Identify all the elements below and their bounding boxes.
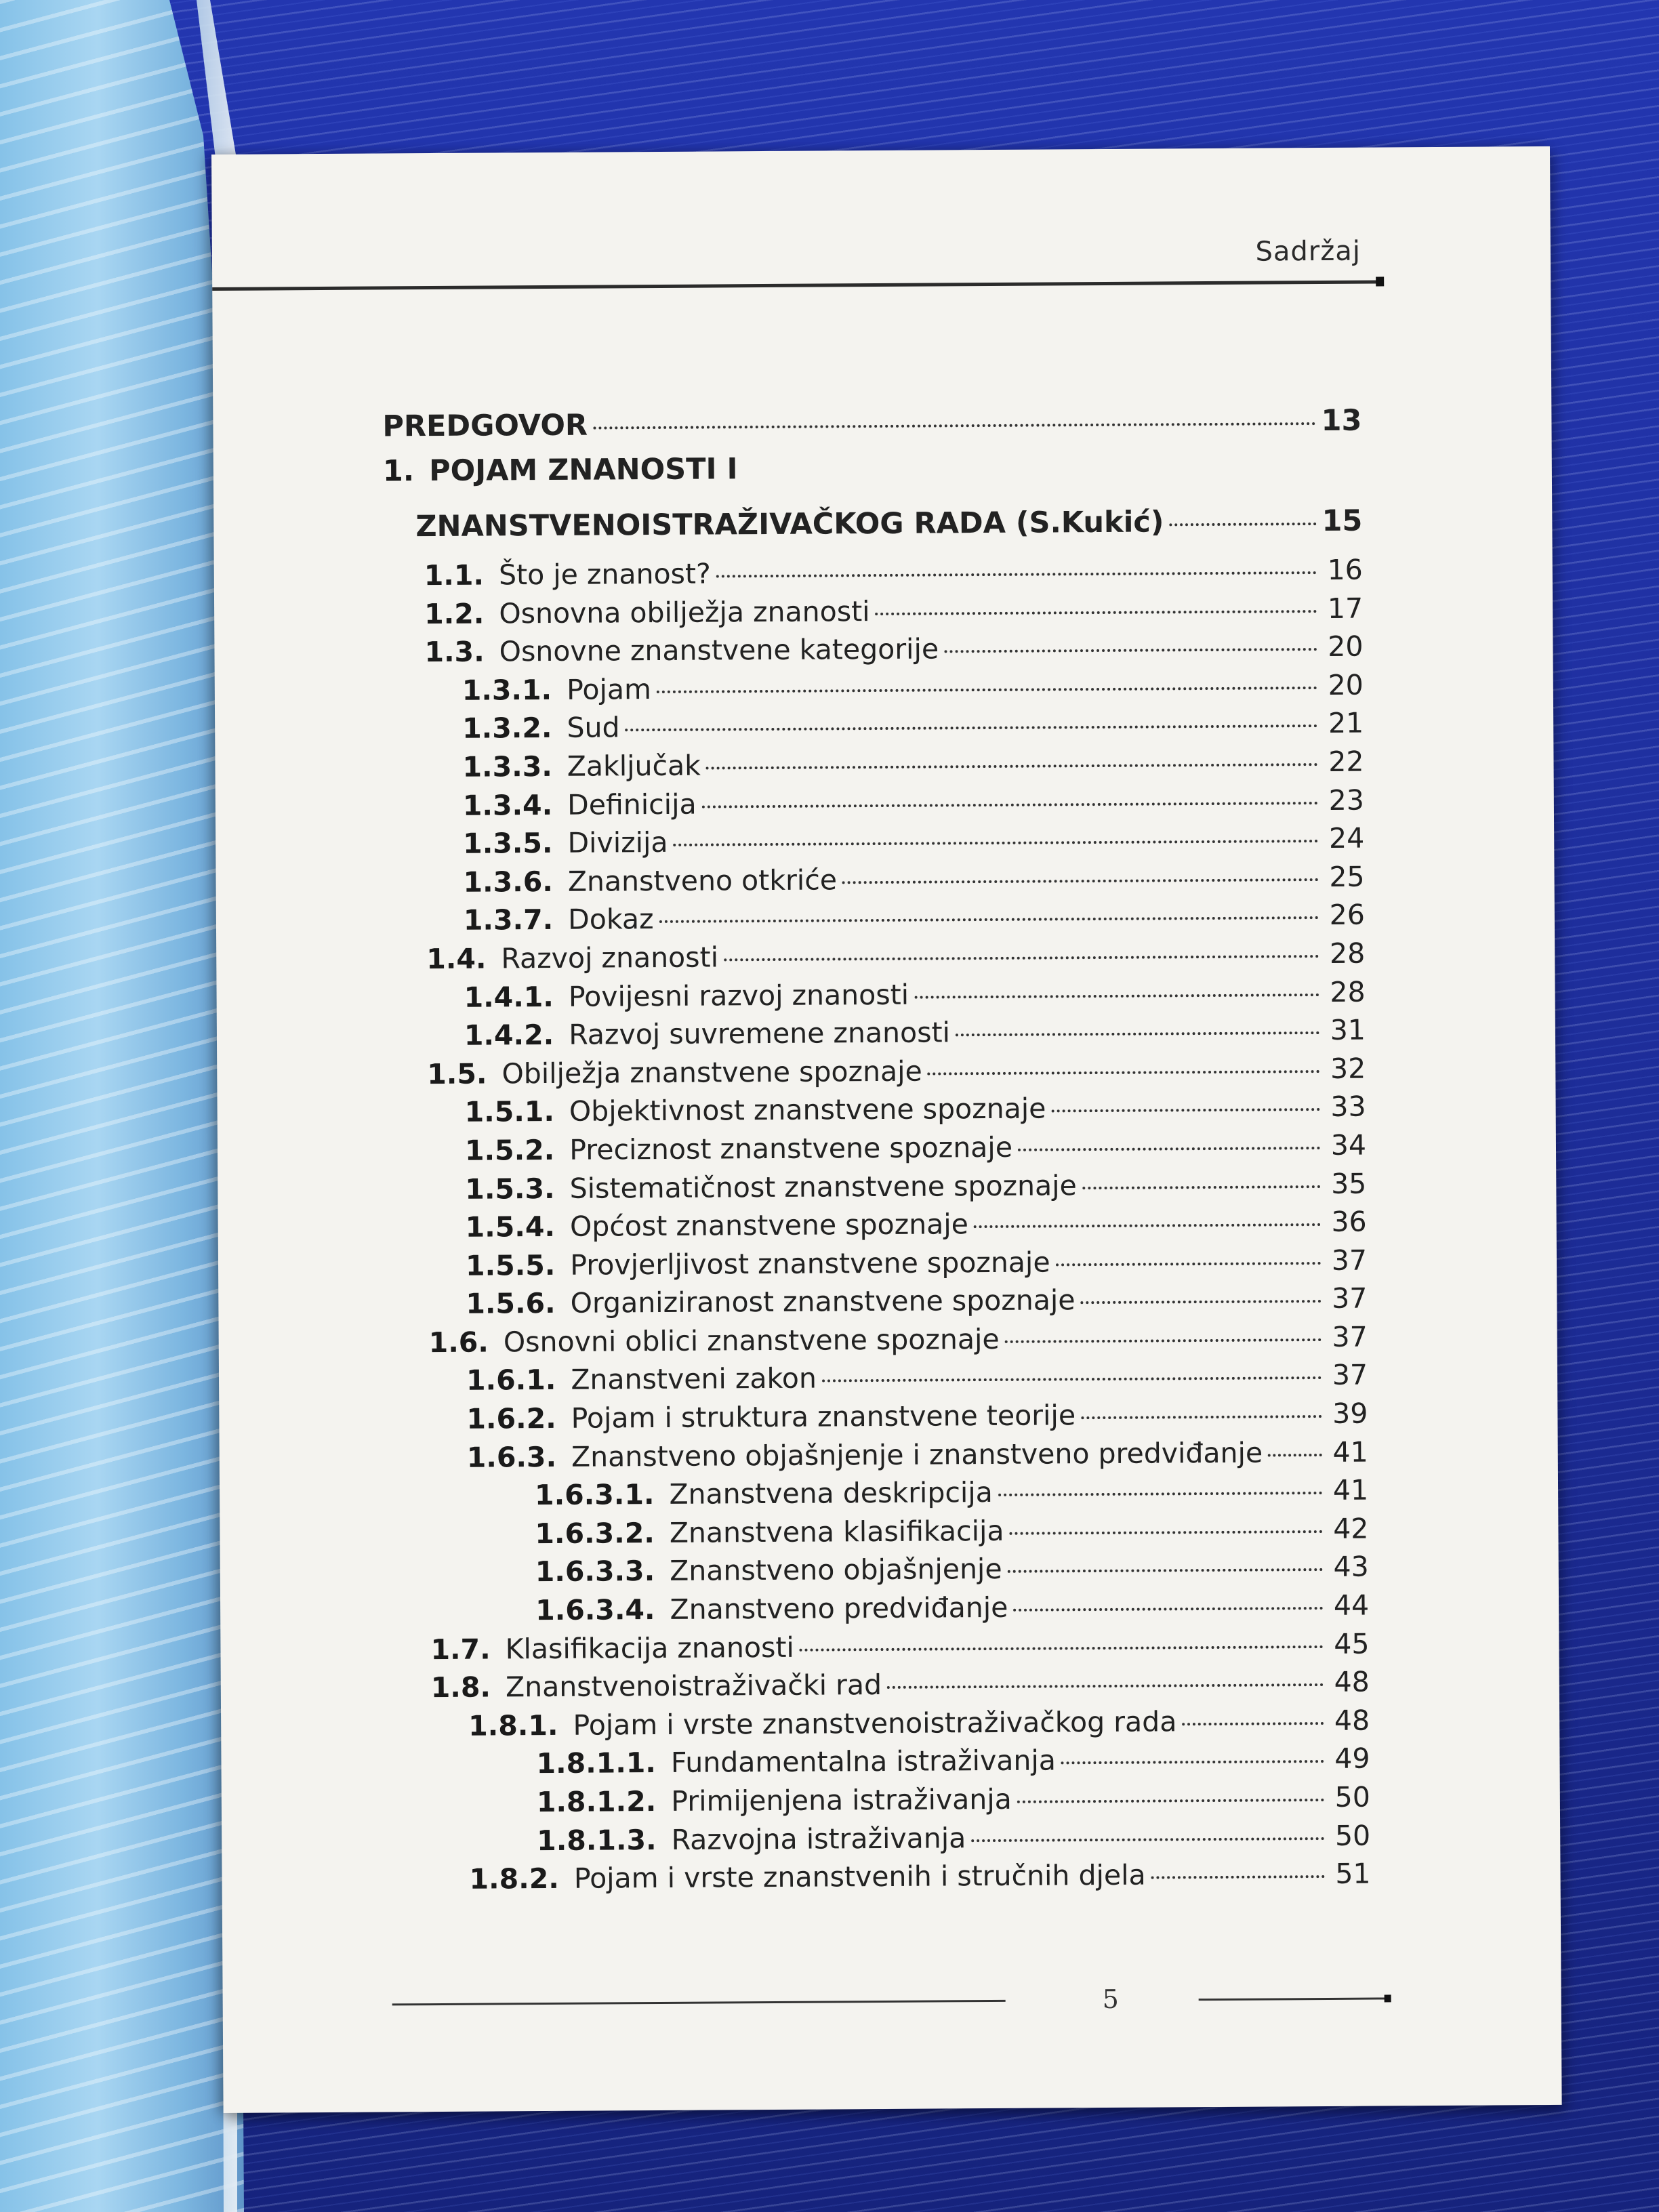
toc-entry-number: 1.8. bbox=[430, 1671, 491, 1704]
toc-leader-dots bbox=[956, 1004, 1319, 1036]
toc-entry-title: Divizija bbox=[567, 826, 668, 859]
toc-entry-number: 1.4. bbox=[426, 942, 487, 976]
toc-entry bbox=[391, 1853, 1370, 1897]
toc-entry-page: 17 bbox=[1327, 592, 1364, 625]
toc-leader-dots bbox=[716, 544, 1317, 577]
toc-leader-dots bbox=[706, 735, 1318, 770]
toc-entry-number: 1.8.1. bbox=[468, 1708, 558, 1742]
toc-entry-page: 37 bbox=[1331, 1244, 1368, 1277]
toc-entry-page: 41 bbox=[1332, 1435, 1368, 1469]
toc-entry-title: POJAM ZNANOSTI I bbox=[428, 452, 738, 489]
toc-entry-number: 1.8.1.1. bbox=[536, 1746, 657, 1780]
toc-entry-title: Znanstvena deskripcija bbox=[669, 1476, 993, 1511]
toc-leader-dots bbox=[1009, 1502, 1322, 1535]
toc-entry-number: 1.3.5. bbox=[463, 827, 553, 860]
toc-entry-number: 1.5.3. bbox=[465, 1172, 555, 1206]
toc-entry-number: 1.8.1.3. bbox=[537, 1823, 657, 1857]
toc-leader-dots bbox=[1051, 1080, 1320, 1112]
toc-entry-title: Pojam i vrste znanstvenih i stručnih djela bbox=[573, 1858, 1146, 1895]
toc-leader-dots bbox=[1004, 1311, 1321, 1343]
toc-entry-page: 16 bbox=[1327, 553, 1363, 586]
toc-entry-title: Znanstvenoistraživački rad bbox=[505, 1668, 882, 1704]
toc-entry-page: 36 bbox=[1331, 1205, 1367, 1239]
toc-leader-dots bbox=[1182, 1694, 1324, 1725]
toc-entry-number: 1.4.1. bbox=[464, 980, 554, 1014]
toc-leader-dots bbox=[842, 851, 1319, 884]
toc-entry-page: 21 bbox=[1328, 707, 1364, 740]
toc-entry-title: Provjerljivost znanstvene spoznaje bbox=[570, 1246, 1050, 1282]
running-header-title: Sadržaj bbox=[1255, 235, 1361, 268]
toc-entry-number: 1.6.1. bbox=[466, 1364, 556, 1397]
toc-entry-title: Osnovne znanstvene kategorije bbox=[499, 632, 939, 668]
toc-entry-number: 1.5.4. bbox=[465, 1210, 556, 1244]
toc-entry-number: 1.1. bbox=[424, 558, 485, 592]
toc-entry-number: 1.3.6. bbox=[463, 865, 554, 899]
footer-rule-right bbox=[1199, 1997, 1389, 2001]
toc-entry-title: Preciznost znanstvene spoznaje bbox=[569, 1130, 1013, 1166]
toc-entry-title: Znanstveni zakon bbox=[571, 1362, 817, 1397]
toc-entry-page: 50 bbox=[1334, 1819, 1371, 1852]
toc-entry-number: 1.6.3.2. bbox=[535, 1516, 655, 1550]
toc-entry-page: 37 bbox=[1332, 1282, 1368, 1315]
toc-leader-dots bbox=[1080, 1272, 1321, 1304]
toc-leader-dots bbox=[887, 1656, 1324, 1689]
toc-leader-dots bbox=[1055, 1234, 1321, 1266]
toc-entry-page: 13 bbox=[1321, 403, 1362, 438]
toc-leader-dots bbox=[1061, 1732, 1324, 1764]
toc-entry-page: 37 bbox=[1332, 1359, 1368, 1392]
toc-entry-number: 1.6.3.1. bbox=[534, 1478, 655, 1512]
toc-entry-number: 1.3.7. bbox=[463, 903, 554, 937]
toc-entry-number: 1.6.3.4. bbox=[535, 1593, 655, 1627]
table-of-contents bbox=[382, 398, 1370, 1898]
toc-entry-title: Sud bbox=[567, 711, 620, 745]
toc-entry-number: 1.3.3. bbox=[462, 750, 552, 783]
toc-entry-page: 42 bbox=[1333, 1512, 1369, 1545]
header-rule bbox=[212, 280, 1381, 291]
toc-entry-title: Definicija bbox=[567, 787, 697, 821]
toc-entry-number: 1.3.4. bbox=[462, 788, 553, 822]
toc-entry-number: 1.3. bbox=[424, 635, 485, 669]
toc-entry-page: 25 bbox=[1329, 860, 1365, 893]
toc-leader-dots bbox=[1268, 1426, 1322, 1456]
toc-entry-page: 35 bbox=[1330, 1167, 1367, 1200]
toc-entry-number: 1.6.3. bbox=[466, 1440, 557, 1474]
toc-leader-dots bbox=[673, 812, 1318, 846]
toc-entry-number: 1.4.2. bbox=[464, 1019, 554, 1052]
toc-entry-page: 48 bbox=[1334, 1665, 1370, 1699]
toc-leader-dots bbox=[800, 1618, 1324, 1652]
toc-leader-dots bbox=[1007, 1540, 1322, 1573]
toc-entry-title: Organiziranost znanstvene spoznaje bbox=[570, 1284, 1076, 1320]
toc-leader-dots bbox=[914, 966, 1319, 999]
toc-entry-number: 1.5.2. bbox=[464, 1133, 555, 1167]
toc-leader-dots bbox=[701, 774, 1317, 808]
toc-leader-dots bbox=[593, 393, 1316, 430]
toc-entry-title: Razvojna istraživanja bbox=[671, 1821, 966, 1856]
toc-entry-page: 31 bbox=[1330, 1013, 1366, 1047]
toc-entry-page: 15 bbox=[1322, 504, 1363, 539]
toc-leader-dots bbox=[1082, 1158, 1321, 1189]
toc-entry-page: 48 bbox=[1334, 1704, 1370, 1737]
toc-entry-page: 43 bbox=[1333, 1551, 1369, 1584]
toc-leader-dots bbox=[1151, 1847, 1324, 1879]
toc-entry-page: 39 bbox=[1332, 1397, 1368, 1430]
toc-entry-page: 41 bbox=[1332, 1473, 1369, 1507]
toc-entry bbox=[388, 1393, 1368, 1437]
toc-leader-dots bbox=[1018, 1119, 1320, 1151]
toc-leader-dots bbox=[724, 927, 1319, 961]
toc-entry-number: 1.6.2. bbox=[466, 1401, 556, 1435]
toc-entry-title: Što je znanost? bbox=[498, 557, 711, 592]
toc-entry-page: 45 bbox=[1334, 1627, 1370, 1660]
toc-entry-title: Obilježja znanstvene spoznaje bbox=[501, 1054, 922, 1090]
toc-entry-page: 22 bbox=[1328, 745, 1364, 778]
toc-entry-title: Znanstveno predviđanje bbox=[670, 1591, 1008, 1626]
toc-entry-number: 1.5.6. bbox=[466, 1287, 556, 1321]
toc-entry-title: PREDGOVOR bbox=[382, 408, 588, 444]
toc-leader-dots bbox=[657, 659, 1317, 693]
toc-entry-page: 23 bbox=[1328, 783, 1364, 817]
toc-entry-title: Znanstveno otkriće bbox=[567, 863, 838, 898]
toc-leader-dots bbox=[1017, 1771, 1324, 1803]
toc-entry-title: Povijesni razvoj znanosti bbox=[568, 978, 909, 1013]
toc-entry-title: Osnovni oblici znanstvene spoznaje bbox=[503, 1322, 1000, 1359]
toc-leader-dots bbox=[875, 582, 1317, 615]
book-cover bbox=[0, 0, 244, 2212]
toc-entry-title: Fundamentalna istraživanja bbox=[670, 1744, 1057, 1780]
toc-entry-page: 50 bbox=[1334, 1780, 1370, 1814]
toc-entry-title: Sistematičnost znanstvene spoznaje bbox=[569, 1168, 1077, 1205]
toc-entry-page: 26 bbox=[1329, 898, 1366, 932]
toc-entry-page: 37 bbox=[1332, 1320, 1368, 1353]
toc-leader-dots bbox=[1169, 493, 1316, 526]
toc-entry-title: Primijenjena istraživanja bbox=[671, 1782, 1012, 1818]
toc-entry-number: 1. bbox=[382, 454, 415, 489]
toc-entry-page: 49 bbox=[1334, 1742, 1370, 1776]
toc-entry-number: 1.6. bbox=[428, 1326, 489, 1359]
toc-leader-dots bbox=[944, 620, 1317, 653]
toc-entry-title: Klasifikacija znanosti bbox=[505, 1631, 794, 1666]
toc-entry-page: 44 bbox=[1333, 1589, 1370, 1622]
toc-entry-page: 51 bbox=[1335, 1857, 1371, 1891]
toc-entry-number: 1.2. bbox=[424, 597, 485, 630]
toc-entry-title: Pojam i vrste znanstvenoistraživačkog rada bbox=[573, 1705, 1177, 1742]
footer-rule-left bbox=[392, 2000, 1006, 2006]
toc-entry-page: 28 bbox=[1329, 937, 1366, 970]
toc-entry-number: 1.3.2. bbox=[462, 712, 552, 745]
toc-entry-title: Razvoj znanosti bbox=[501, 941, 719, 975]
toc-leader-dots bbox=[998, 1464, 1323, 1496]
toc-entry-number: 1.8.1.2. bbox=[536, 1785, 657, 1819]
toc-entry-page: 20 bbox=[1328, 630, 1364, 663]
toc-entry-title: ZNANSTVENOISTRAŽIVAČKOG RADA (S.Kukić) bbox=[415, 505, 1164, 544]
toc-entry-title: Razvoj suvremene znanosti bbox=[569, 1016, 951, 1051]
toc-entry-number: 1.5.5. bbox=[465, 1248, 556, 1282]
toc-entry bbox=[382, 398, 1361, 455]
toc-entry-number: 1.5. bbox=[427, 1057, 487, 1090]
toc-entry-page: 33 bbox=[1330, 1090, 1366, 1124]
toc-entry-page: 34 bbox=[1330, 1128, 1367, 1162]
toc-leader-dots bbox=[971, 1809, 1324, 1842]
toc-entry-title: Općost znanstvene spoznaje bbox=[569, 1208, 969, 1243]
toc-leader-dots bbox=[974, 1195, 1321, 1228]
toc-entry-page: 20 bbox=[1328, 668, 1364, 701]
toc-entry-page: 32 bbox=[1330, 1052, 1366, 1085]
toc-entry-number: 1.5.1. bbox=[464, 1095, 555, 1129]
toc-leader-dots bbox=[1081, 1387, 1322, 1419]
toc-leader-dots bbox=[1013, 1579, 1323, 1612]
toc-entry-title: Objektivnost znanstvene spoznaje bbox=[569, 1092, 1046, 1128]
toc-entry-title: Pojam i struktura znanstvene teorije bbox=[571, 1399, 1076, 1435]
toc-leader-dots bbox=[822, 1349, 1322, 1382]
toc-entry-title: Znanstvena klasifikacija bbox=[669, 1514, 1004, 1549]
toc-entry-number: 1.6.3.3. bbox=[535, 1555, 655, 1589]
toc-entry-number: 1.7. bbox=[430, 1633, 491, 1666]
toc-entry-page: 28 bbox=[1330, 975, 1366, 1008]
toc-leader-dots bbox=[625, 697, 1317, 731]
toc-entry-title: Osnovna obilježja znanosti bbox=[499, 594, 870, 630]
toc-entry-page: 24 bbox=[1328, 821, 1365, 855]
toc-entry-title: Pojam bbox=[566, 672, 652, 706]
toc-entry-number: 1.8.2. bbox=[469, 1862, 560, 1896]
toc-entry-title: Zaključak bbox=[567, 749, 701, 783]
toc-entry-title: Znanstveno objašnjenje i znanstveno predviđanje bbox=[571, 1436, 1263, 1473]
toc-leader-dots bbox=[928, 1042, 1320, 1076]
toc-entry-title: Dokaz bbox=[568, 903, 654, 937]
page-number: 5 bbox=[1102, 1984, 1119, 2015]
toc-entry-number: 1.3.1. bbox=[462, 673, 552, 707]
book-page bbox=[211, 146, 1562, 2113]
toc-leader-dots bbox=[659, 888, 1319, 923]
toc-entry-title: Znanstveno objašnjenje bbox=[670, 1553, 1002, 1588]
